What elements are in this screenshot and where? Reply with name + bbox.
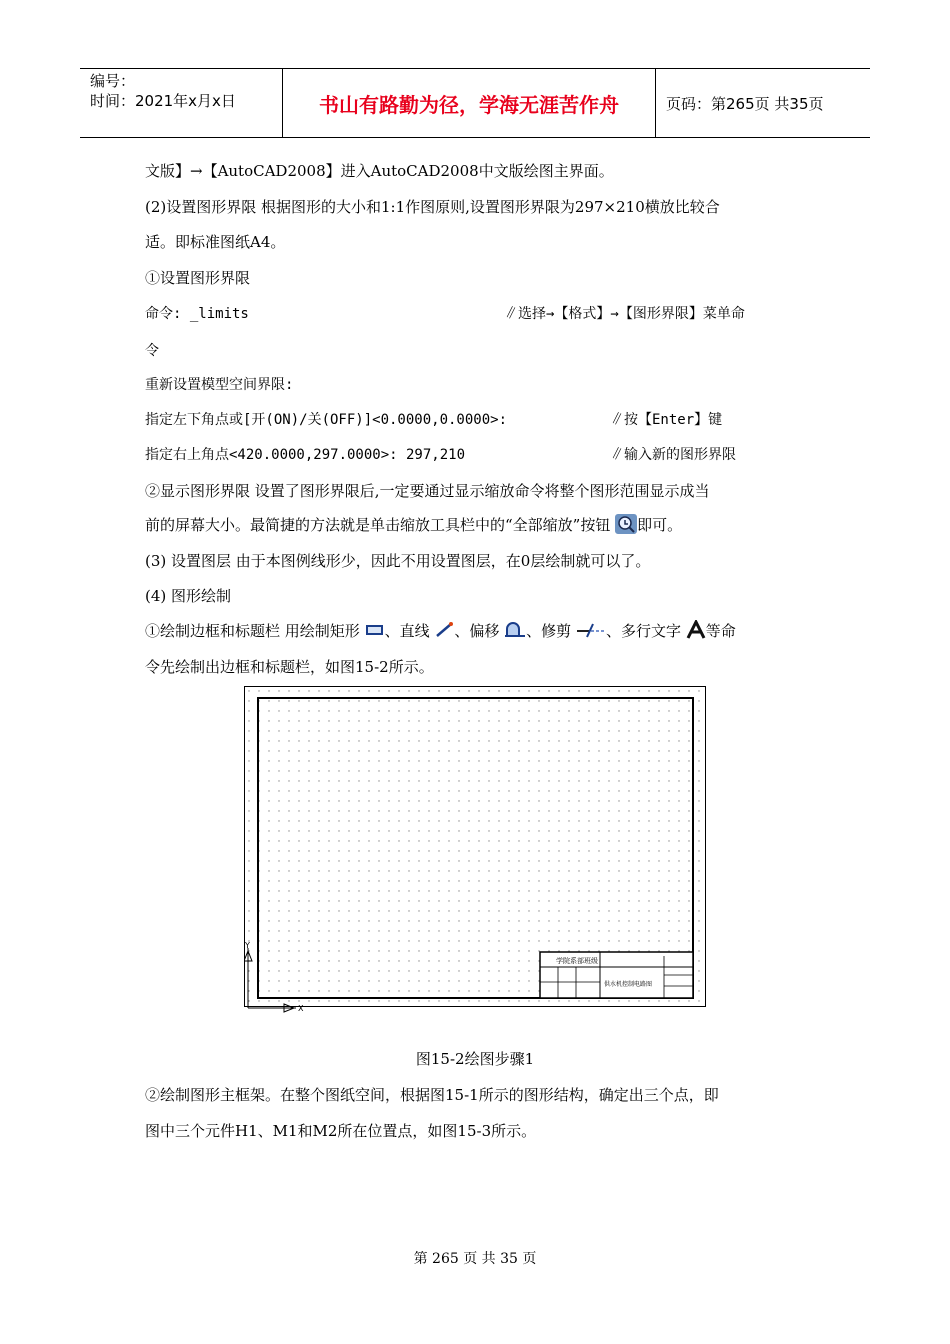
para-line-7: (3) 设置图层 由于本图例线形少，因此不用设置图层，在0层绘制就可以了。 — [145, 552, 651, 570]
multiline-text-icon — [686, 620, 706, 644]
para-line-6b: 即可。 — [637, 516, 683, 534]
para-line-10: 令先绘制出边框和标题栏，如图15-2所示。 — [145, 658, 434, 676]
rectangle-icon — [365, 623, 385, 641]
para-line-1: 文版】→【AutoCAD2008】进入AutoCAD2008中文版绘图主界面。 — [145, 162, 614, 180]
title-block — [540, 952, 693, 998]
para-line-3: 适。即标准图纸A4。 — [145, 233, 286, 251]
command-limits-wrap: 令 — [145, 343, 159, 359]
para-line-6 — [145, 514, 682, 538]
header-page-label: 页码：第265页 共35页 — [666, 94, 824, 113]
para-line-2: (2)设置图形界限 根据图形的大小和1:1作图原则,设置图形界限为297×210横放比较合 — [145, 198, 720, 216]
figure-caption: 图15-2绘图步骤1 — [415, 1050, 535, 1068]
header-motto: 书山有路勤为径，学海无涯苦作舟 — [282, 69, 656, 137]
section-drawing: (4) 图形绘制 — [145, 587, 232, 605]
para-line-6a: 前的屏幕大小。最简捷的方法就是单击缩放工具栏中的“全部缩放”按钮 — [145, 516, 611, 534]
command-limits: 命令: _limits — [145, 306, 249, 322]
command-upper-right: 指定右上角点<420.0000,297.0000>: 297,210 — [145, 447, 466, 463]
drawing-frame — [244, 686, 706, 1014]
header-meta — [80, 69, 282, 137]
para-line-5: ②显示图形界限 设置了图形界限后,一定要通过显示缩放命令将整个图形范围显示成当 — [145, 482, 710, 500]
axis-y-label: Y — [245, 941, 250, 950]
para-line-9d: 、修剪 — [526, 622, 572, 640]
doc-number-label: 编号： — [90, 72, 136, 90]
offset-icon — [504, 621, 526, 643]
para-line-11: ②绘制图形主框架。在整个图纸空间，根据图15-1所示的图形结构，确定出三个点，即 — [145, 1086, 719, 1104]
para-line-9f: 等命 — [705, 622, 736, 640]
command-lower-left-comment: ∥按【Enter】键 — [610, 412, 723, 428]
axis-x-label: X — [298, 1004, 304, 1013]
para-line-9a: ①绘制边框和标题栏 用绘制矩形 — [145, 622, 360, 640]
command-limits-comment: ∥选择→【格式】→【图形界限】菜单命 — [504, 306, 745, 322]
para-line-9 — [145, 620, 736, 644]
doc-time-label: 时间：2021年x月x日 — [90, 92, 236, 110]
title-block-school: 学院系部班级 — [556, 957, 598, 965]
command-reset-limits: 重新设置模型空间界限: — [145, 377, 294, 393]
para-line-9b: 、直线 — [384, 622, 430, 640]
section-set-limits: ①设置图形界限 — [145, 269, 251, 287]
figure-15-2 — [244, 686, 706, 1014]
trim-icon — [576, 622, 606, 642]
title-block-name: 供水机控制电路图 — [604, 981, 653, 988]
line-icon — [434, 621, 454, 643]
para-line-12: 图中三个元件H1、M1和M2所在位置点，如图15-3所示。 — [145, 1122, 537, 1140]
para-line-9e: 、多行文字 — [605, 622, 681, 640]
zoom-all-icon — [615, 514, 637, 538]
para-line-9c: 、偏移 — [454, 622, 500, 640]
command-lower-left: 指定左下角点或[开(ON)/关(OFF)]<0.0000,0.0000>: — [145, 412, 508, 428]
command-upper-right-comment: ∥输入新的图形界限 — [610, 447, 736, 463]
page-footer: 第 265 页 共 35 页 — [413, 1251, 537, 1267]
page-header — [80, 68, 870, 138]
